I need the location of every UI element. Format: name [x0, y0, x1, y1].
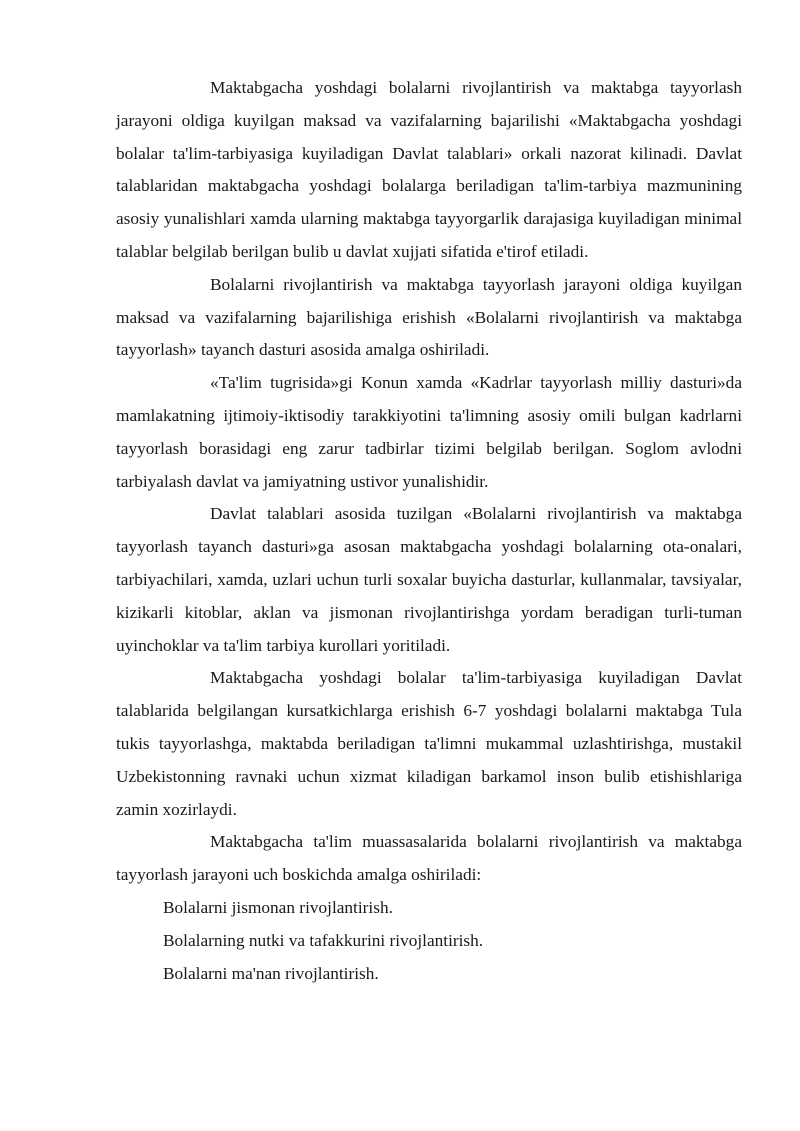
list-item-speech: Bolalarning nutki va tafakkurini rivojlantirish.	[163, 930, 484, 950]
paragraph-4: Davlat talablari asosida tuzilgan «Bolalarni rivojlantirish va maktabga tayyorlash tayanch dasturi»ga asosan maktabgacha yoshdagi bolalarning ota-onalari, tarbiyachilari, xamda, uzlari uchun turli soxalar buyicha dasturlar, kullanmalar, tavsiyalar, kizikarli kitoblar, aklan va jismonan rivojlantirishga yordam beradigan turli-tuman uyinchoklar va ta'lim tarbiya kurollari yoritiladi.	[116, 504, 742, 655]
list-item-physical: Bolalarni jismonan rivojlantirish.	[163, 897, 393, 917]
paragraph-3: «Ta'lim tugrisida»gi Konun xamda «Kadrlar tayyorlash milliy dasturi»da mamlakatning ijtimoiy-iktisodiy tarakkiyotini ta'limning asosiy omili bulgan kadrlarni tayyorlash borasidagi eng zarur tadbirlar tizimi belgilab berilgan. Soglom avlodni tarbiyalash davlat va jamiyatning ustivor yunalishidir.	[116, 373, 742, 491]
paragraph-1: Maktabgacha yoshdagi bolalarni rivojlantirish va maktabga tayyorlash jarayoni oldiga kuyilgan maksad va vazifalarning bajarilishi «Maktabgacha yoshdagi bolalar ta'lim-tarbiyasiga kuyiladigan Davlat talablari» orkali nazorat kilinadi. Davlat talablaridan maktabgacha yoshdagi bolalarga beriladigan ta'lim-tarbiya mazmunining asosiy yunalishlari xamda ularning maktabga tayyorgarlik darajasiga kuyiladigan minimal talablar belgilab berilgan bulib u davlat xujjati sifatida e'tirof etiladi.	[116, 78, 742, 261]
paragraph-2: Bolalarni rivojlantirish va maktabga tayyorlash jarayoni oldiga kuyilgan maksad va vazifalarning bajarilishiga erishish «Bolalarni rivojlantirish va maktabga tayyorlash» tayanch dasturi asosida amalga oshiriladi.	[116, 274, 742, 360]
paragraph-5: Maktabgacha yoshdagi bolalar ta'lim-tarbiyasiga kuyiladigan Davlat talablarida belgilangan kursatkichlarga erishish 6-7 yoshdagi bolalarni maktabga Tula tukis tayyorlashga, maktabda beriladigan ta'limni mukammal uzlashtirishga, mustakil Uzbekistonning ravnaki uchun xizmat kiladigan barkamol inson bulib etishishlariga zamin xozirlaydi.	[116, 668, 742, 819]
list-item-spiritual: Bolalarni ma'nan rivojlantirish.	[163, 963, 379, 983]
paragraph-6: Maktabgacha ta'lim muassasalarida bolalarni rivojlantirish va maktabga tayyorlash jarayoni uch boskichda amalga oshiriladi:	[116, 832, 742, 885]
document-body	[116, 72, 742, 990]
